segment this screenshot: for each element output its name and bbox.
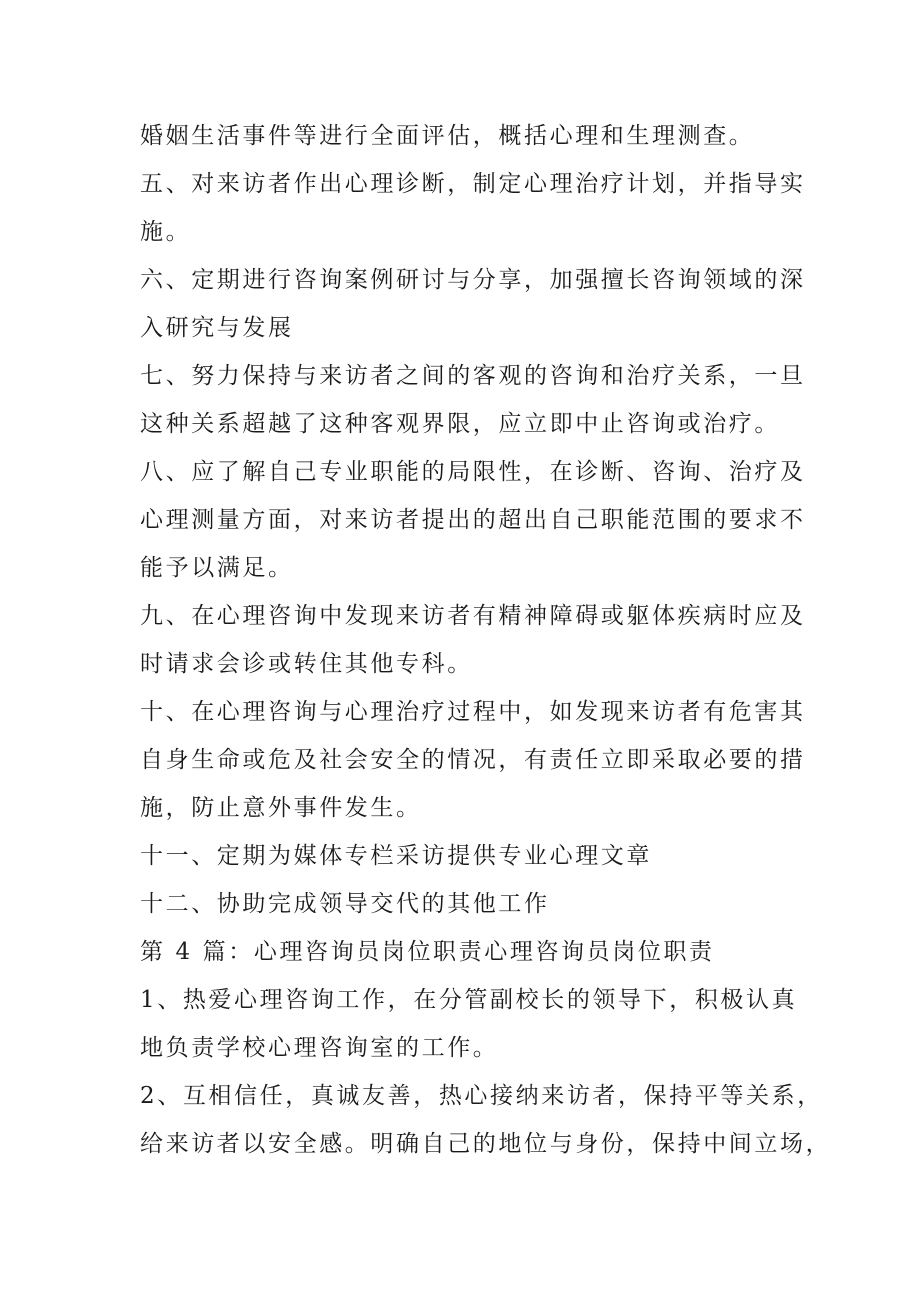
text-line: 六、定期进行咨询案例研讨与分享，加强擅长咨询领域的深	[140, 267, 806, 293]
section-heading: 第 4 篇：心理咨询员岗位职责心理咨询员岗位职责	[140, 939, 715, 965]
text-line: 给来访者以安全感。明确自己的地位与身份，保持中间立场，	[140, 1131, 832, 1157]
text-line: 九、在心理咨询中发现来访者有精神障碍或躯体疾病时应及	[140, 603, 806, 629]
text-line: 施，防止意外事件发生。	[140, 795, 422, 821]
text-line: 2、互相信任，真诚友善，热心接纳来访者，保持平等关系，	[140, 1083, 823, 1109]
text-line: 入研究与发展	[140, 315, 294, 341]
text-line: 七、努力保持与来访者之间的客观的咨询和治疗关系，一旦	[140, 363, 806, 389]
text-line: 十、在心理咨询与心理治疗过程中，如发现来访者有危害其	[140, 699, 806, 725]
text-line: 1、热爱心理咨询工作，在分管副校长的领导下，积极认真	[140, 987, 798, 1013]
text-line: 十一、定期为媒体专栏采访提供专业心理文章	[140, 843, 652, 869]
document-body	[140, 112, 832, 1168]
text-line: 八、应了解自己专业职能的局限性，在诊断、咨询、治疗及	[140, 459, 806, 485]
text-line: 婚姻生活事件等进行全面评估，概括心理和生理测查。	[140, 123, 755, 149]
text-line: 时请求会诊或转住其他专科。	[140, 651, 473, 677]
text-line: 五、对来访者作出心理诊断，制定心理治疗计划，并指导实	[140, 171, 806, 197]
text-line: 能予以满足。	[140, 555, 294, 581]
text-line: 这种关系超越了这种客观界限，应立即中止咨询或治疗。	[140, 411, 780, 437]
text-line: 地负责学校心理咨询室的工作。	[140, 1035, 499, 1061]
text-line: 自身生命或危及社会安全的情况，有责任立即采取必要的措	[140, 747, 806, 773]
text-line: 十二、协助完成领导交代的其他工作	[140, 891, 550, 917]
text-line: 心理测量方面，对来访者提出的超出自己职能范围的要求不	[140, 507, 806, 533]
text-line: 施。	[140, 219, 192, 245]
